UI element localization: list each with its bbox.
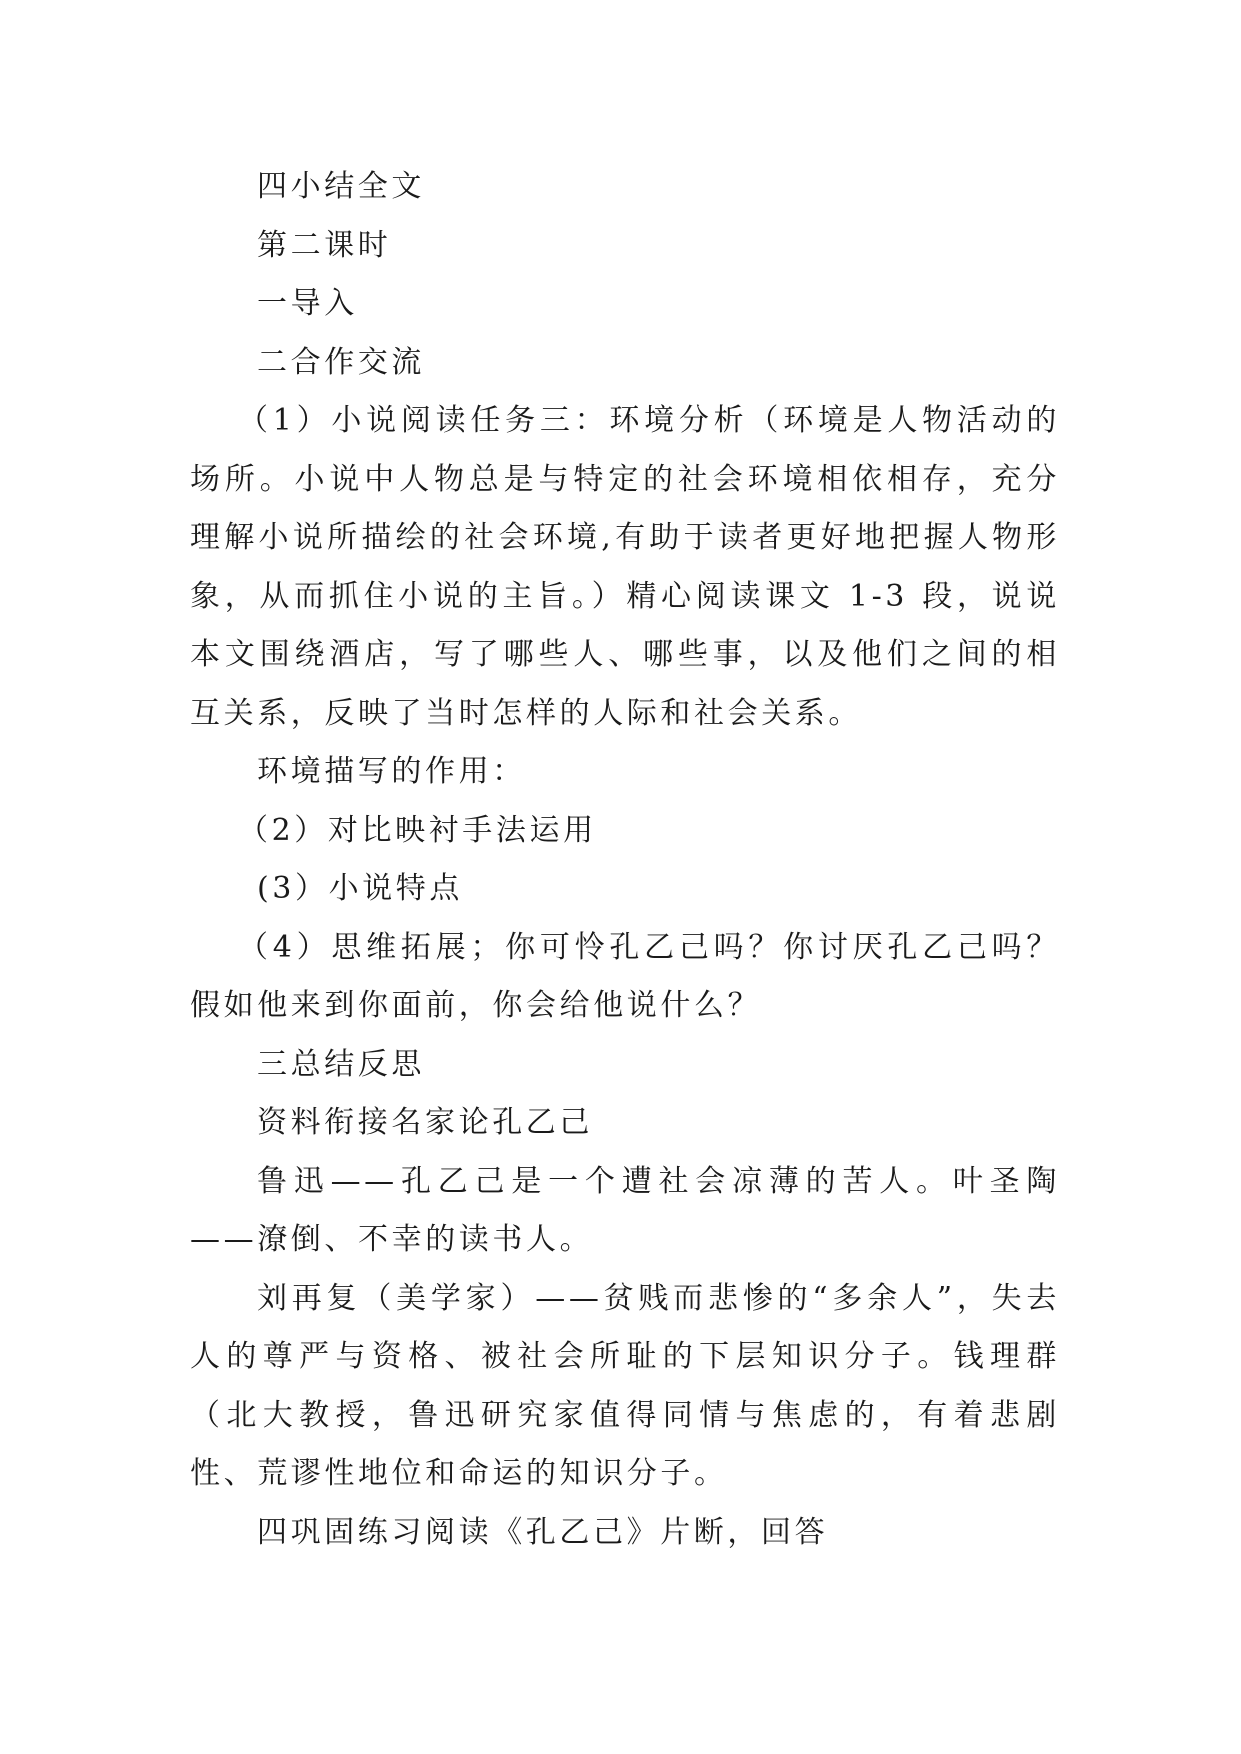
environment-function-paragraph: 环境描写的作用： xyxy=(257,754,526,789)
heading-intro: 一导入 xyxy=(257,286,358,321)
task-contrast-paragraph: （2）对比映衬手法运用 xyxy=(238,812,597,848)
task-features-paragraph: (3）小说特点 xyxy=(257,871,463,906)
materials-heading: 资料衔接名家论孔乙己 xyxy=(257,1105,593,1140)
heading-cooperation: 二合作交流 xyxy=(257,344,425,380)
quote-liu-paragraph: 刘再复（美学家）——贫贱而悲惨的“多余人”，失去人的尊严与资格、被社会所耻的下层知识分子。钱理群（北大教授，鲁迅研究家值得同情与焦虑的，有着悲剧性、荒谬性地位和命运的知识分子。 xyxy=(190,1280,1060,1491)
heading-practice: 四巩固练习阅读《孔乙己》片断，回答 xyxy=(257,1514,829,1550)
document-body xyxy=(190,158,1060,1562)
heading-second-lesson: 第二课时 xyxy=(257,227,392,263)
quote-luxun-paragraph: 鲁迅——孔乙己是一个遭社会凉薄的苦人。叶圣陶——潦倒、不幸的读书人。 xyxy=(190,1163,1060,1257)
task-environment-paragraph: （1）小说阅读任务三：环境分析（环境是人物活动的场所。小说中人物总是与特定的社会环境相依相存，充分理解小说所描绘的社会环境,有助于读者更好地把握人物形象，从而抓住小说的主旨。）精心阅读课文 1-3 段，说说本文围绕酒店，写了哪些人、哪些事，以及他们之间的相互关系，反映了当时怎样的人际和社会关系。 xyxy=(190,403,1060,731)
task-thinking-paragraph: （4）思维拓展；你可怜孔乙己吗？你讨厌孔乙己吗？假如他来到你面前，你会给他说什么？ xyxy=(190,929,1060,1023)
heading-summary: 四小结全文 xyxy=(257,169,425,204)
heading-reflection: 三总结反思 xyxy=(257,1046,425,1082)
